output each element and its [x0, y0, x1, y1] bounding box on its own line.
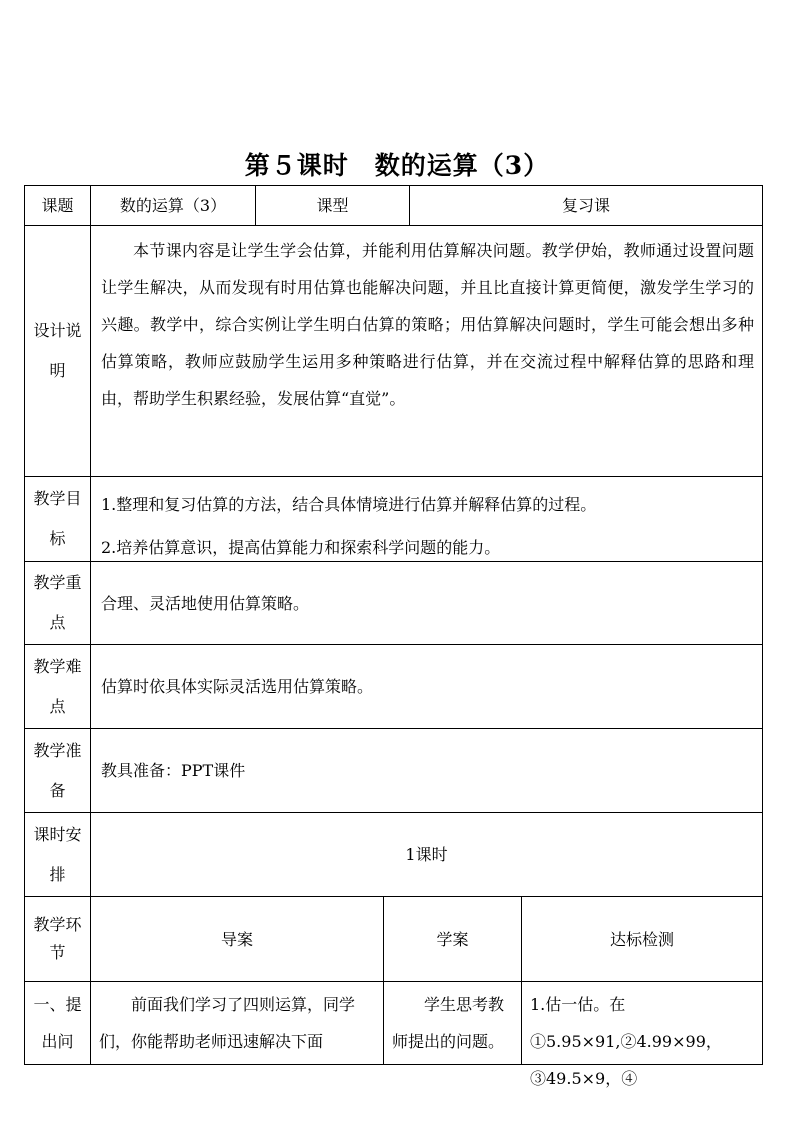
objectives-label: 教学目标 [24, 476, 91, 562]
step1-check: 1.估一估。在①5.95×91,②4.99×99，③49.5×9，④ [521, 981, 763, 1065]
schedule-label: 课时安排 [24, 812, 91, 897]
objective-item: 1.整理和复习估算的方法，结合具体情境进行估算并解释估算的过程。 [101, 495, 597, 514]
difficulties-label: 教学难点 [24, 644, 91, 729]
col-guide-header: 导案 [90, 896, 384, 982]
step1-study: 学生思考教师提出的问题。 [383, 981, 522, 1065]
col-check-header: 达标检测 [521, 896, 763, 982]
page-title: 第５课时 数的运算（3） [244, 151, 550, 180]
step1-label: 一、提出问 [24, 981, 91, 1065]
sections-label: 教学环节 [24, 896, 91, 982]
objective-item: 2.培养估算意识，提高估算能力和探索科学问题的能力。 [101, 538, 501, 557]
step1-guide: 前面我们学习了四则运算，同学们，你能帮助老师迅速解决下面 [90, 981, 384, 1065]
key-points-text: 合理、灵活地使用估算策略。 [90, 561, 763, 645]
difficulties-text: 估算时依具体实际灵活选用估算策略。 [90, 644, 763, 729]
preparation-text: 教具准备：PPT课件 [90, 728, 763, 813]
subject-value: 数的运算（3） [90, 185, 256, 226]
design-label: 设计说明 [24, 225, 91, 477]
preparation-label: 教学准备 [24, 728, 91, 813]
subject-label: 课题 [24, 185, 91, 226]
objectives-list [90, 476, 763, 562]
schedule-text: 1课时 [90, 812, 763, 897]
lesson-type-label: 课型 [255, 185, 410, 226]
key-points-label: 教学重点 [24, 561, 91, 645]
col-study-header: 学案 [383, 896, 522, 982]
lesson-plan-table [24, 185, 763, 1088]
design-text: 本节课内容是让学生学会估算，并能利用估算解决问题。教学伊始，教师通过设置问题让学生解决，从而发现有时用估算也能解决问题，并且比直接计算更简便，激发学生学习的兴趣。教学中，综合实例让学生明白估算的策略；用估算解决问题时，学生可能会想出多种估算策略，教师应鼓励学生运用多种策略进行估算，并在交流过程中解释估算的思路和理由，帮助学生积累经验，发展估算“直觉”。 [90, 225, 763, 477]
lesson-type-value: 复习课 [409, 185, 763, 226]
